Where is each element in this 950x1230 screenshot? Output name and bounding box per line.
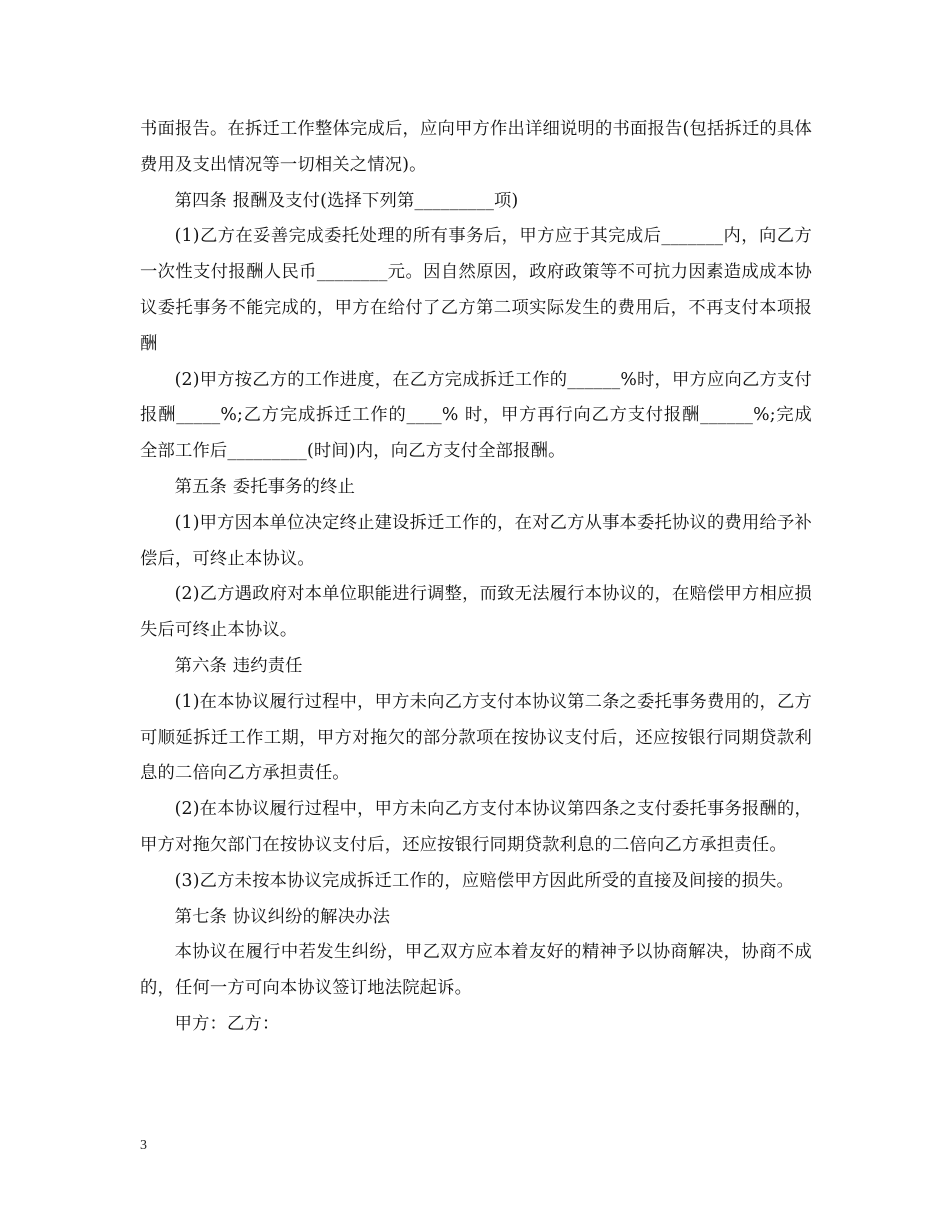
signature-line: 甲方：乙方： xyxy=(174,1013,280,1034)
heading-article-5-termination: 第五条 委托事务的终止 xyxy=(174,476,356,497)
paragraph-liability-1: (1)在本协议履行过程中，甲方未向乙方支付本协议第二条之委托事务费用的，乙方可顺延拆迁工作工期，甲方对拖欠的部分款项在按协议支付后，还应按银行同期贷款利息的二倍向乙方承担责任。 xyxy=(140,691,812,784)
paragraph-termination-1: (1)甲方因本单位决定终止建设拆迁工作的，在对乙方从事本委托协议的费用给予补偿后，可终止本协议。 xyxy=(140,512,812,569)
paragraph-report-continuation: 书面报告。在拆迁工作整体完成后，应向甲方作出详细说明的书面报告(包括拆迁的具体费用及支出情况等一切相关之情况)。 xyxy=(140,119,812,175)
paragraph-disputes: 本协议在履行中若发生纠纷，甲乙双方应本着友好的精神予以协商解决，协商不成的，任何一方可向本协议签订地法院起诉。 xyxy=(140,942,812,999)
paragraph-payment-option-2: (2)甲方按乙方的工作进度，在乙方完成拆迁工作的______%时，甲方应向乙方支付报酬_____%;乙方完成拆迁工作的____% 时，甲方再行向乙方支付报酬______%;完成全部工作后_________(时间)内，向乙方支付全部报酬。 xyxy=(140,369,812,462)
heading-article-4-payment: 第四条 报酬及支付(选择下列第_________项) xyxy=(174,190,519,211)
heading-article-6-liability: 第六条 违约责任 xyxy=(174,655,303,676)
paragraph-termination-2: (2)乙方遇政府对本单位职能进行调整，而致无法履行本协议的，在赔偿甲方相应损失后可终止本协议。 xyxy=(140,584,812,641)
heading-article-7-disputes: 第七条 协议纠纷的解决办法 xyxy=(174,906,391,927)
paragraph-liability-3: (3)乙方未按本协议完成拆迁工作的，应赔偿甲方因此所受的直接及间接的损失。 xyxy=(174,870,795,891)
paragraph-liability-2: (2)在本协议履行过程中，甲方未向乙方支付本协议第四条之支付委托事务报酬的，甲方对拖欠部门在按协议支付后，还应按银行同期贷款利息的二倍向乙方承担责任。 xyxy=(140,799,812,855)
page-number: 3 xyxy=(140,1138,147,1153)
paragraph-payment-option-1: (1)乙方在妥善完成委托处理的所有事务后，甲方应于其完成后_______内，向乙方一次性支付报酬人民币________元。因自然原因，政府政策等不可抗力因素造成成本协议委托事务不能完成的，甲方在给付了乙方第二项实际发生的费用后，不再支付本项报酬 xyxy=(140,226,812,354)
document-body xyxy=(140,112,812,1043)
